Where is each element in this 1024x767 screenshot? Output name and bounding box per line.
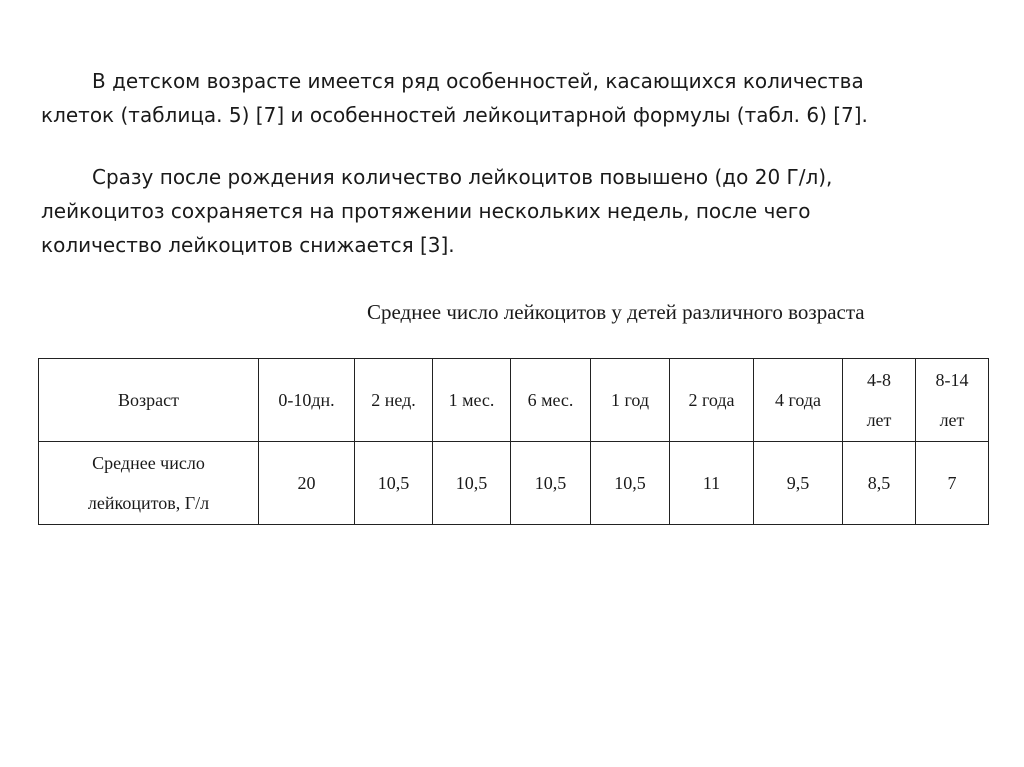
value-cell: 10,5 [433,442,511,525]
age-cell [355,359,433,442]
age-label: 1 мес. [448,390,495,410]
value-cell: 7 [916,442,989,525]
age-cell [433,359,511,442]
paragraph-line: клеток (таблица. 5) [7] и особенностей лейкоцитарной формулы (табл. 6) [7]. [41,103,868,127]
value-cell: 9,5 [754,442,843,525]
age-label: 4 года [774,390,822,410]
age-label: 4-8 [867,370,891,390]
value-cell: 11 [670,442,754,525]
paragraph-2 [41,160,991,262]
value-cell: 10,5 [511,442,591,525]
value-cell: 10,5 [355,442,433,525]
table-caption: Среднее число лейкоцитов у детей различного возраста [367,300,865,324]
leukocyte-table [38,358,989,525]
age-label-unit: лет [866,410,892,430]
paragraph-line: лейкоцитоз сохраняется на протяжении нескольких недель, после чего [41,199,811,223]
paragraph-1 [41,64,991,132]
age-cell [591,359,670,442]
table-header-row [39,359,989,442]
age-label: 1 год [610,390,650,410]
age-cell [754,359,843,442]
row-label-cell [39,442,259,525]
header-label-cell: Возраст [39,359,259,442]
value-cell: 10,5 [591,442,670,525]
age-cell [259,359,355,442]
paragraph-line: Сразу после рождения количество лейкоцитов повышено (до 20 Г/л), [92,165,833,189]
value-cell: 8,5 [843,442,916,525]
paragraph-line: количество лейкоцитов снижается [3]. [41,233,455,257]
age-label: 2 нед. [371,390,416,410]
age-label: 2 года [688,390,735,410]
age-label: 0-10дн. [278,390,335,410]
value-cell: 20 [259,442,355,525]
table-row [39,442,989,525]
age-cell [916,359,989,442]
age-cell [843,359,916,442]
row-label-line: Среднее число [92,453,205,473]
age-cell [670,359,754,442]
age-label: 8-14 [935,370,969,390]
age-label: 6 мес. [527,390,574,410]
paragraph-line: В детском возрасте имеется ряд особенностей, касающихся количества [92,69,864,93]
age-cell [511,359,591,442]
row-label-line: лейкоцитов, Г/л [87,493,210,513]
age-label-unit: лет [939,410,965,430]
